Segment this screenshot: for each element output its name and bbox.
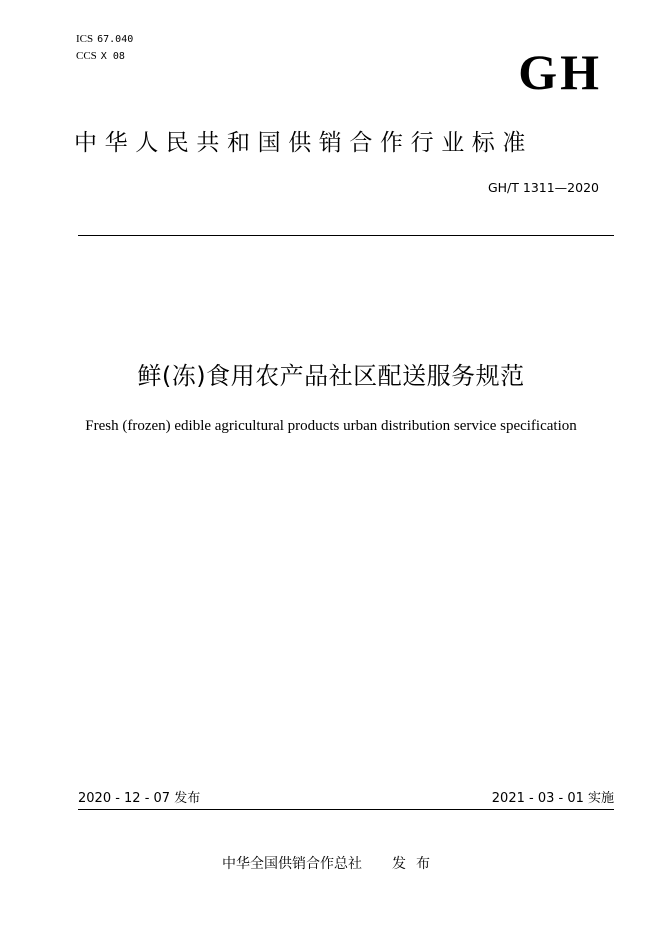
ccs-line (76, 48, 133, 65)
issue-date: 2020 - 12 - 07 发布 (78, 791, 201, 806)
bottom-divider (78, 809, 614, 810)
standard-category: 中华人民共和国供销合作行业标准 (74, 130, 533, 156)
ics-line (76, 31, 133, 48)
issuer-action: 发布 (392, 856, 440, 872)
ics-label: ICS (76, 33, 94, 45)
ccs-code: X 08 (100, 51, 125, 62)
standard-number: GH/T 1311—2020 (487, 180, 599, 195)
issuer-name: 中华全国供销合作总社 (222, 856, 362, 872)
issuer (0, 854, 662, 874)
implementation-date: 2021 - 03 - 01 实施 (491, 791, 614, 806)
title-english: Fresh (frozen) edible agricultural products urban distribution service specification (85, 418, 577, 434)
ccs-label: CCS (76, 50, 97, 62)
top-divider (78, 235, 614, 236)
classification-codes (76, 31, 133, 65)
title-chinese: 鲜(冻)食用农产品社区配送服务规范 (137, 362, 525, 390)
gh-logo: GH (518, 44, 602, 100)
ics-code: 67.040 (97, 34, 134, 45)
